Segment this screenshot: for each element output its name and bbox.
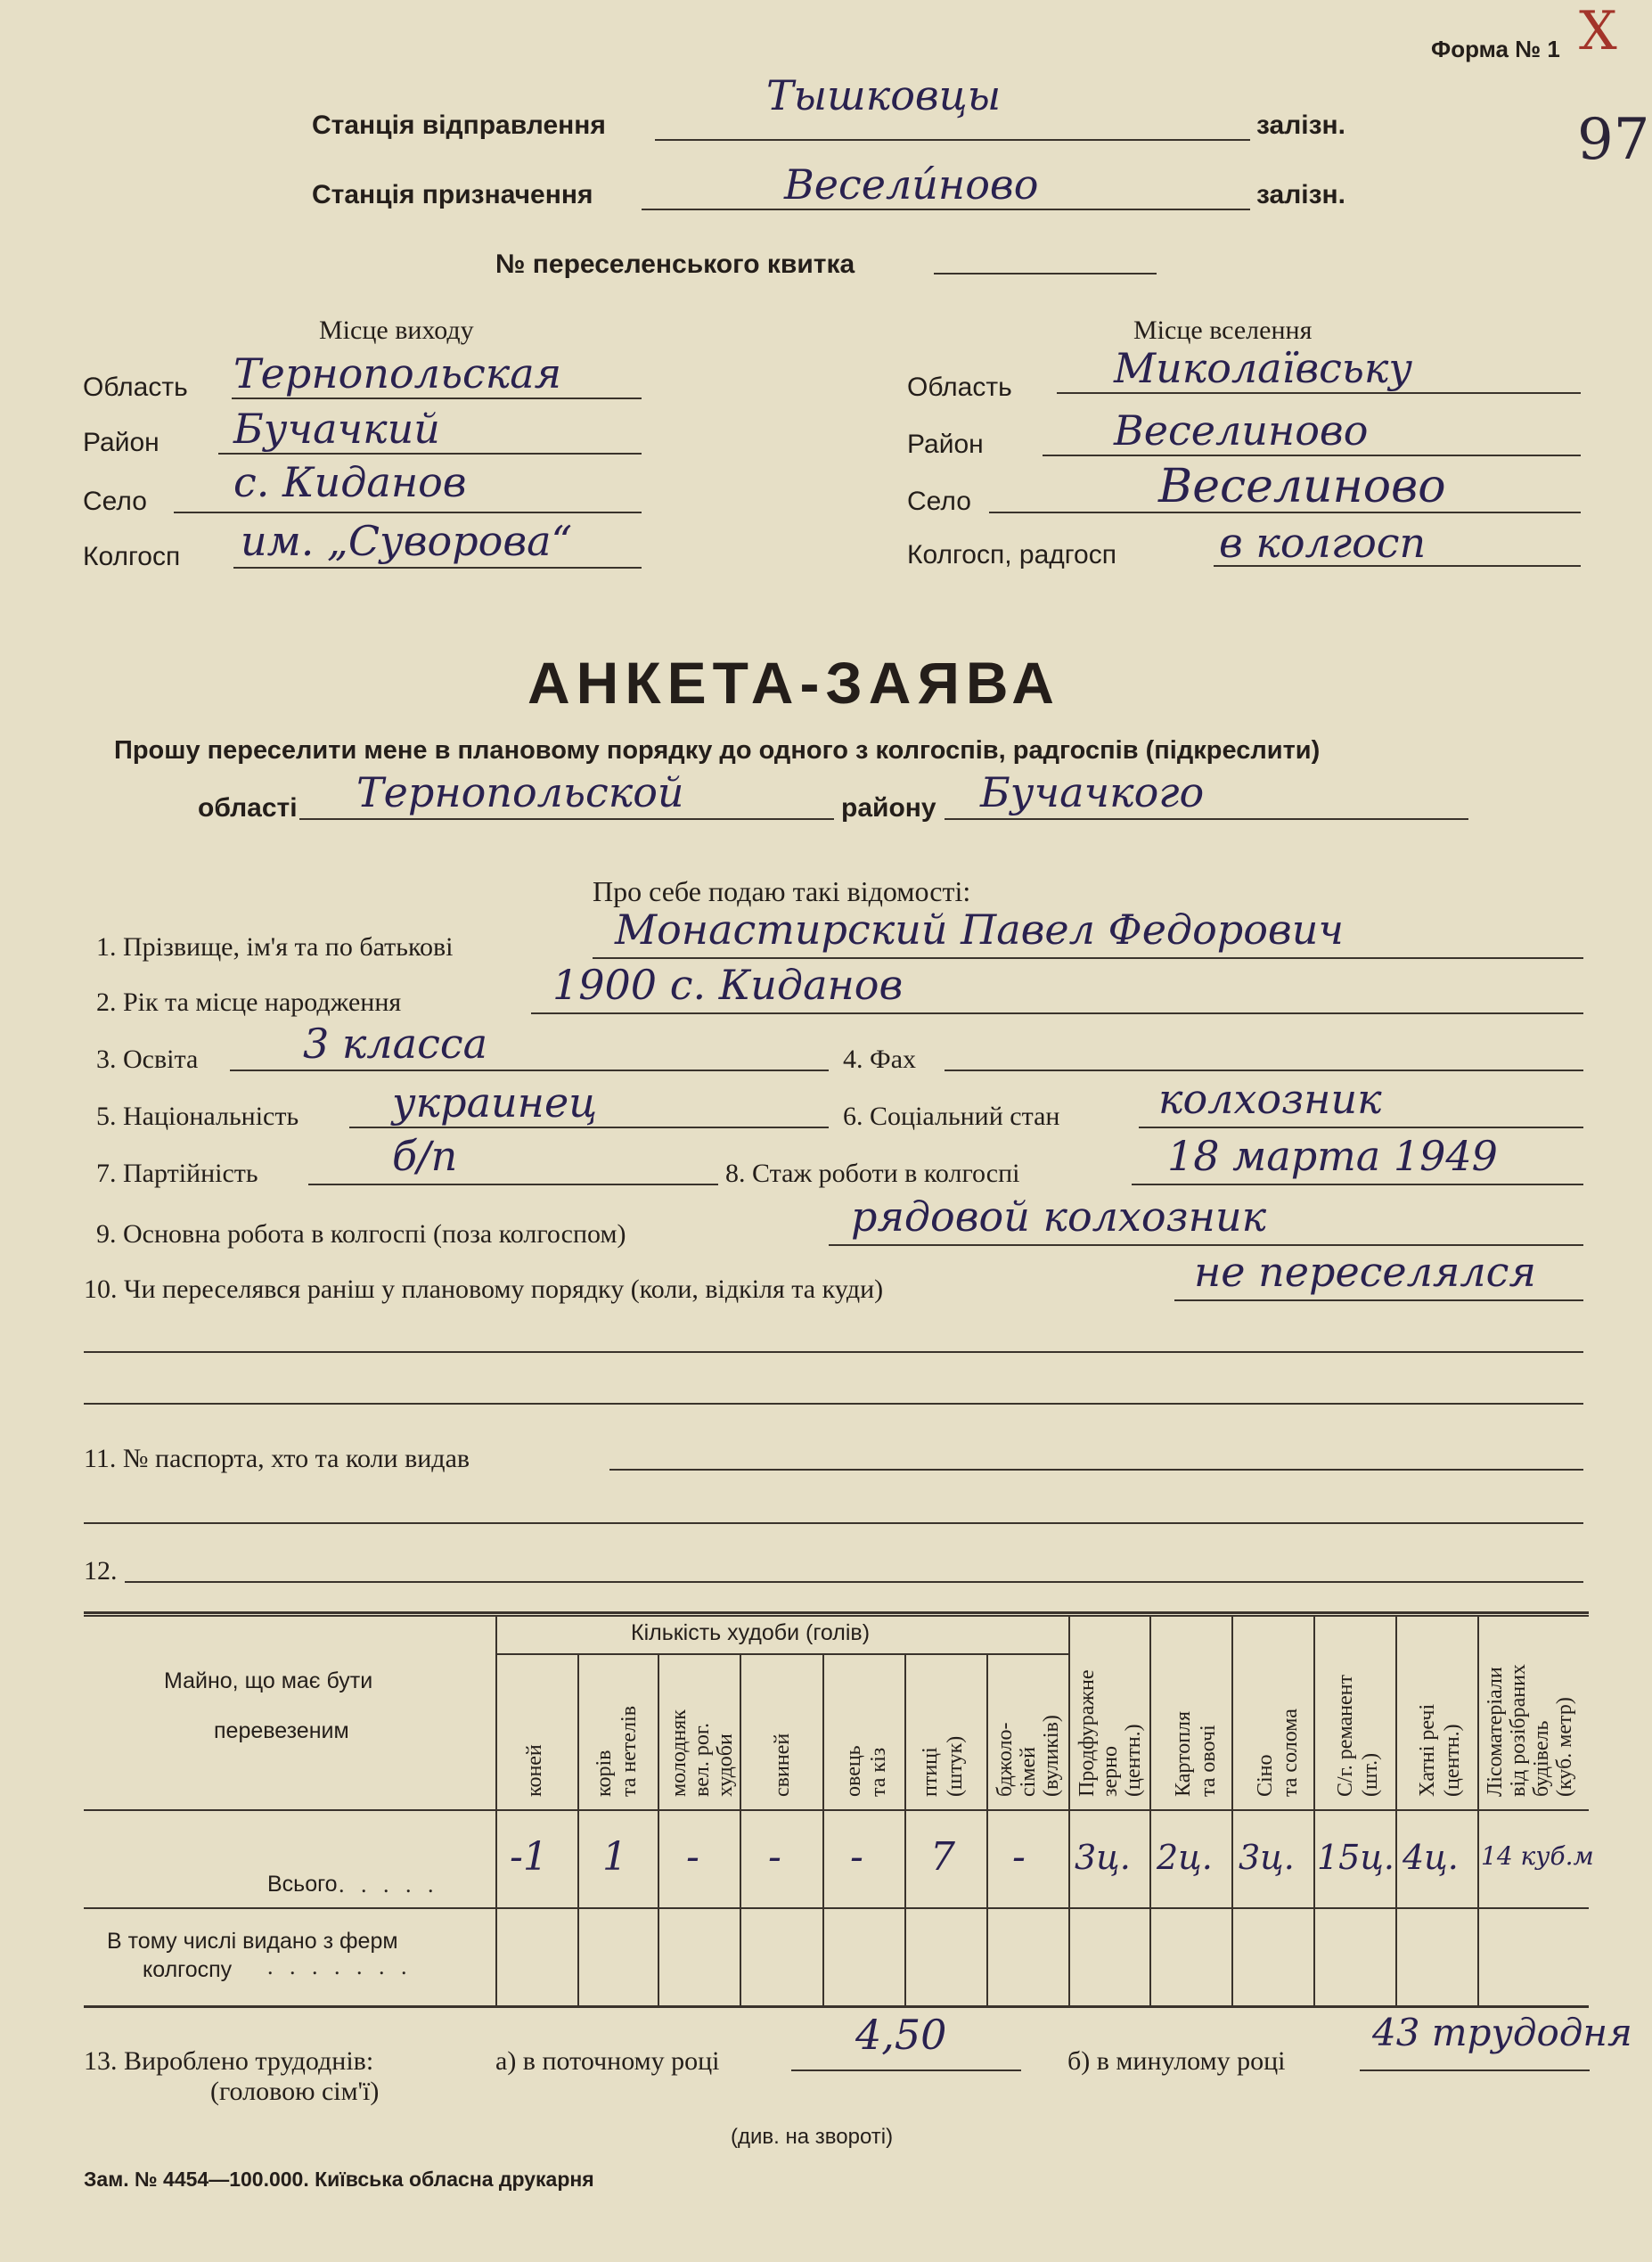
destination-kolkhoz-label: Колгосп, радгосп [907, 540, 1116, 570]
field-10-line-2 [84, 1351, 1583, 1353]
total-tools: 15ц. [1317, 1838, 1394, 1877]
destination-region-value: Миколаївську [1114, 344, 1413, 392]
field-9-value: рядовой колхозник [851, 1192, 1267, 1241]
request-oblast-value: Тернопольской [356, 768, 684, 816]
request-raion-label: району [841, 793, 936, 823]
ticket-label: № переселенського квитка [495, 250, 855, 279]
field-2-label: 2. Рік та місце народження [96, 988, 402, 1017]
destination-region-line [1057, 392, 1581, 394]
total-grain: 3ц. [1075, 1838, 1131, 1877]
origin-region-line [232, 397, 642, 399]
total-poultry: 7 [930, 1834, 955, 1880]
field-5-line [349, 1127, 829, 1128]
total-potatoes: 2ц. [1157, 1838, 1213, 1877]
stamp-mark: Х [1579, 0, 1617, 62]
current-year-line [791, 2069, 1021, 2071]
request-raion-line [945, 818, 1468, 820]
total-young: - [686, 1834, 699, 1880]
field-10-label: 10. Чи переселявся раніш у плановому порядку (коли, відкіля та куди) [84, 1274, 884, 1304]
archive-number: 97 [1577, 107, 1650, 173]
origin-district-label: Район [83, 428, 159, 457]
field-6-value: колхозник [1158, 1075, 1382, 1123]
origin-title: Місце виходу [319, 316, 474, 345]
destination-region-label: Область [907, 373, 1012, 402]
field-10-value: не переселялся [1194, 1248, 1536, 1296]
origin-district-value: Бучачкий [233, 405, 440, 453]
field-2-line [531, 1012, 1583, 1014]
property-label-1: Майно, що має бути [164, 1668, 373, 1693]
origin-kolkhoz-line [233, 567, 642, 569]
field-7-label: 7. Партійність [96, 1159, 258, 1188]
departure-suffix: залізн. [1256, 111, 1345, 140]
total-household: 4ц. [1403, 1838, 1459, 1877]
farm-dots: . . . . . . . [267, 1954, 413, 1979]
field-5-label: 5. Національність [96, 1102, 299, 1131]
about-heading: Про себе подаю такі відомості: [593, 875, 971, 907]
total-dots: . . . . . [339, 1872, 439, 1897]
form-title: АНКЕТА-ЗАЯВА [527, 650, 1060, 716]
field-6-label: 6. Соціальний стан [843, 1102, 1060, 1131]
farm-label-1: В тому числі видано з ферм [107, 1929, 398, 1954]
field-3-line [230, 1070, 829, 1071]
field-12-label: 12. [84, 1556, 118, 1586]
destination-district-label: Район [907, 430, 984, 459]
livestock-header: Кількість худоби (голів) [631, 1620, 871, 1645]
field-11-line [609, 1469, 1583, 1471]
origin-region-value: Тернопольская [233, 349, 562, 397]
farm-label-2: колгоспу [143, 1957, 233, 1982]
field-1-value: Монастирский Павел Федорович [615, 906, 1344, 954]
field-7-value: б/п [392, 1132, 458, 1180]
destination-suffix: залізн. [1256, 180, 1345, 209]
field-8-value: 18 марта 1949 [1167, 1132, 1498, 1180]
field-4-label: 4. Фах [843, 1045, 917, 1074]
destination-kolkhoz-value: в колгосп [1219, 519, 1427, 567]
total-sheep: - [850, 1834, 863, 1880]
workdays-sub: (головою сім'ї) [210, 2077, 380, 2106]
field-5-value: украинец [392, 1078, 598, 1127]
current-year-value: 4,50 [855, 2011, 947, 2059]
origin-village-label: Село [83, 487, 147, 516]
total-bees: - [1012, 1834, 1026, 1880]
destination-village-label: Село [907, 487, 971, 516]
field-9-line [829, 1244, 1583, 1246]
destination-district-value: Веселиново [1114, 406, 1369, 455]
destination-district-line [1043, 455, 1581, 456]
destination-station-value: Весели́ново [784, 160, 1039, 209]
destination-label: Станція призначення [312, 180, 593, 209]
field-9-label: 9. Основна робота в колгоспі (поза колгоспом) [96, 1219, 626, 1249]
departure-line [655, 139, 1250, 141]
previous-year-line [1360, 2069, 1590, 2071]
request-oblast-label: області [198, 793, 298, 823]
field-6-line [1139, 1127, 1583, 1128]
request-text: Прошу переселити мене в плановому порядку до одного з колгоспів, радгоспів (підкреслити) [114, 736, 1321, 765]
form-number: Форма № 1 [1431, 36, 1560, 62]
property-label-2: перевезеним [214, 1718, 349, 1743]
departure-label: Станція відправлення [312, 111, 606, 140]
field-3-label: 3. Освіта [96, 1045, 199, 1074]
field-8-line [1132, 1184, 1583, 1185]
destination-village-value: Веселиново [1158, 460, 1446, 513]
form-sheet: Форма № 1 Х 97 Станція відправлення Тышковцы залізн. Станція призначення Весели́ново залізн. № переселенського квитка Місце виходу Область Тернопольская Район Бучачкий Село с. Киданов Колгосп им. „Суворова“ Місце вселення Область Миколаївську Район Веселиново Село Веселиново Колгосп, радгосп в колгосп АНКЕТА-ЗАЯВА Прошу переселити мене в плановому порядку до одного з колгоспів, радгоспів (підкреслити) області Тернопольской району Бучачкого Про себе подаю такі відомості: 1. Прізвище, ім'я та по батькові Монастирский Павел Федорович 2. Рік та місце народження 1900 с. Киданов 3. Освіта 3 класса 4. Фах 5. Національність украинец 6. Соціальний стан колхозник 7. Партійність б/п 8. Стаж роботи в колгоспі 18 марта 1949 9. Основна робота в колгоспі (поза колгоспом) рядовой колхозник 10. Чи переселявся раніш у плановому порядку (коли, відкіля та куди) не переселялся 11. № паспорта, хто та коли видав 12. Майно, що має бути перевезеним Кількість худоби (голів) коней корів та нетелів молодняк вел. рог. худоби свиней овець та кіз птиці (штук) бджоло- сімей (вуликів) Продфуражне зерно (центн.) Картопля та овочі Сіно та солома С/г. реманент (шт.) Хатні речі (центн.) Лісоматеріали від розібраних будівель (куб. метр) Всього . . . . . -1 1 - - - 7 - 3ц. 2ц. 3ц. 15ц. 4ц. 14 куб.м В тому числі видано з ферм колгоспу . . . . . . . 13. Вироблено трудоднів: (головою сім'ї) а) в поточному році 4,50 б) в минулому році 43 трудодня (див. на звороті) Зам. № 4454—100.000. Київська обласна друкарня [0, 0, 1652, 2262]
request-raion-value: Бучачкого [980, 768, 1205, 816]
total-timber: 14 куб.м [1481, 1841, 1594, 1871]
field-12-line [125, 1581, 1583, 1583]
origin-district-line [218, 453, 642, 455]
field-3-value: 3 класса [303, 1020, 488, 1068]
ticket-line [934, 273, 1157, 275]
request-oblast-line [299, 818, 834, 820]
destination-title: Місце вселення [1133, 316, 1313, 345]
departure-value: Тышковцы [766, 71, 1002, 119]
total-hay: 3ц. [1239, 1838, 1295, 1877]
field-2-value: 1900 с. Киданов [552, 961, 904, 1009]
field-10-line [1174, 1299, 1583, 1301]
workdays-label: 13. Вироблено трудоднів: [84, 2046, 374, 2076]
total-pigs: - [768, 1834, 781, 1880]
printer-imprint: Зам. № 4454—100.000. Київська обласна друкарня [84, 2168, 594, 2191]
total-cows: 1 [602, 1834, 627, 1880]
origin-kolkhoz-value: им. „Суворова“ [241, 517, 573, 565]
field-8-label: 8. Стаж роботи в колгоспі [725, 1159, 1020, 1188]
current-year-label: а) в поточному році [495, 2046, 720, 2076]
origin-village-line [174, 512, 642, 513]
field-11-label: 11. № паспорта, хто та коли видав [84, 1444, 470, 1473]
field-1-line [593, 957, 1583, 959]
destination-line [642, 209, 1250, 210]
field-11-line-2 [84, 1522, 1583, 1524]
field-7-line [308, 1184, 718, 1185]
total-label: Всього [267, 1872, 338, 1897]
previous-year-label: б) в минулому році [1067, 2046, 1286, 2076]
previous-year-value: 43 трудодня [1372, 2011, 1632, 2054]
field-1-label: 1. Прізвище, ім'я та по батькові [96, 932, 454, 962]
field-4-line [945, 1070, 1583, 1071]
field-10-line-3 [84, 1403, 1583, 1405]
see-back-note: (див. на звороті) [731, 2125, 894, 2149]
total-horses: -1 [510, 1834, 548, 1880]
origin-kolkhoz-label: Колгосп [83, 542, 181, 571]
origin-village-value: с. Киданов [233, 458, 467, 506]
origin-region-label: Область [83, 373, 188, 402]
